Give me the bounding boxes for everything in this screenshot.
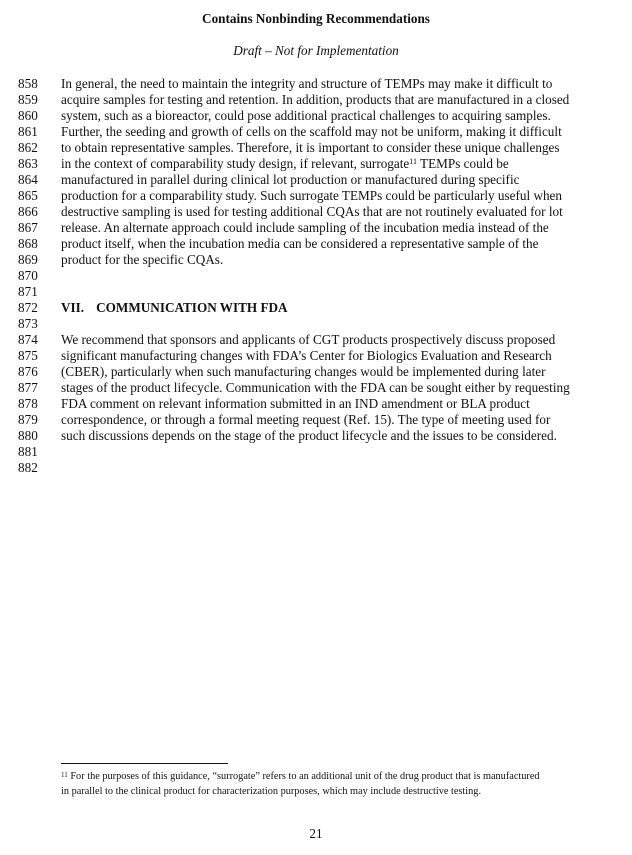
footnote-line: in parallel to the clinical product for characterization purposes, which may include destructive testing. [61, 786, 482, 797]
line-number: 879 [18, 412, 38, 427]
line-number: 873 [18, 316, 38, 331]
footnote-ref-11[interactable]: 11 [409, 157, 417, 166]
line-number: 863 [18, 156, 38, 171]
line-number: 865 [18, 188, 38, 203]
line-number: 867 [18, 220, 38, 235]
para1-line-footnote-ref [61, 156, 509, 172]
line-number: 860 [18, 108, 38, 123]
line-number: 858 [18, 76, 38, 91]
line-number: 874 [18, 332, 38, 347]
para1-line: destructive sampling is used for testing additional CQAs that are not routinely evaluated for lot [61, 204, 563, 219]
para1-line: to obtain representative samples. Therefore, it is important to consider these unique challenges [61, 140, 560, 155]
line-number: 861 [18, 124, 38, 139]
para2-line: FDA comment on relevant information submitted in an IND amendment or BLA product [61, 396, 530, 411]
para1-line: manufactured in parallel during clinical lot production or manufactured during specific [61, 172, 520, 187]
line-number: 882 [18, 460, 38, 475]
para1-line: acquire samples for testing and retention. In addition, products that are manufactured in a closed [61, 92, 570, 107]
para2-line: stages of the product lifecycle. Communication with the FDA can be sought either by requesting [61, 380, 570, 395]
line-number: 875 [18, 348, 38, 363]
para1-line: system, such as a bioreactor, could pose additional practical challenges to acquiring samples. [61, 108, 551, 123]
page-number: 21 [309, 826, 323, 841]
line-number: 870 [18, 268, 38, 283]
header-title: Contains Nonbinding Recommendations [202, 11, 430, 26]
para1-line: Further, the seeding and growth of cells on the scaffold may not be uniform, making it difficult [61, 124, 562, 139]
footnote-line [61, 770, 540, 783]
section-number: VII. [61, 300, 85, 315]
footnote-text: For the purposes of this guidance, “surrogate” refers to an additional unit of the drug product that is manufactured [67, 771, 540, 782]
footnote-marker: 11 [61, 771, 68, 779]
header-draft-notice: Draft – Not for Implementation [233, 43, 399, 58]
para2-line: We recommend that sponsors and applicants of CGT products prospectively discuss proposed [61, 332, 556, 347]
section-heading [61, 300, 288, 316]
para2-line: (CBER), particularly when such manufacturing changes would be implemented during later [61, 364, 546, 379]
para2-line: such discussions depends on the stage of the product lifecycle and the issues to be considered. [61, 428, 557, 443]
para2-line: significant manufacturing changes with FDA’s Center for Biologics Evaluation and Research [61, 348, 552, 363]
para1-text: in the context of comparability study design, if relevant, surrogate [61, 156, 410, 171]
line-number: 868 [18, 236, 38, 251]
line-number: 881 [18, 444, 38, 459]
para1-line: production for a comparability study. Such surrogate TEMPs could be particularly useful when [61, 188, 563, 203]
line-number: 877 [18, 380, 38, 395]
para1-line: product itself, when the incubation media can be considered a representative sample of the [61, 236, 539, 251]
para1-text: TEMPs could be [416, 156, 509, 171]
para1-line: product for the specific CQAs. [61, 252, 224, 267]
line-number: 866 [18, 204, 38, 219]
line-number: 872 [18, 300, 38, 315]
line-number: 869 [18, 252, 38, 267]
line-number: 871 [18, 284, 38, 299]
line-number: 864 [18, 172, 38, 187]
footnote-separator [61, 763, 228, 764]
line-number: 878 [18, 396, 38, 411]
line-number: 859 [18, 92, 38, 107]
para2-line: correspondence, or through a formal meeting request (Ref. 15). The type of meeting used for [61, 412, 551, 427]
line-number: 862 [18, 140, 38, 155]
section-title: COMMUNICATION WITH FDA [96, 300, 288, 315]
line-number: 876 [18, 364, 38, 379]
para1-line: release. An alternate approach could include sampling of the incubation media instead of the [61, 220, 549, 235]
line-number: 880 [18, 428, 38, 443]
para1-line: In general, the need to maintain the integrity and structure of TEMPs may make it difficult to [61, 76, 553, 91]
